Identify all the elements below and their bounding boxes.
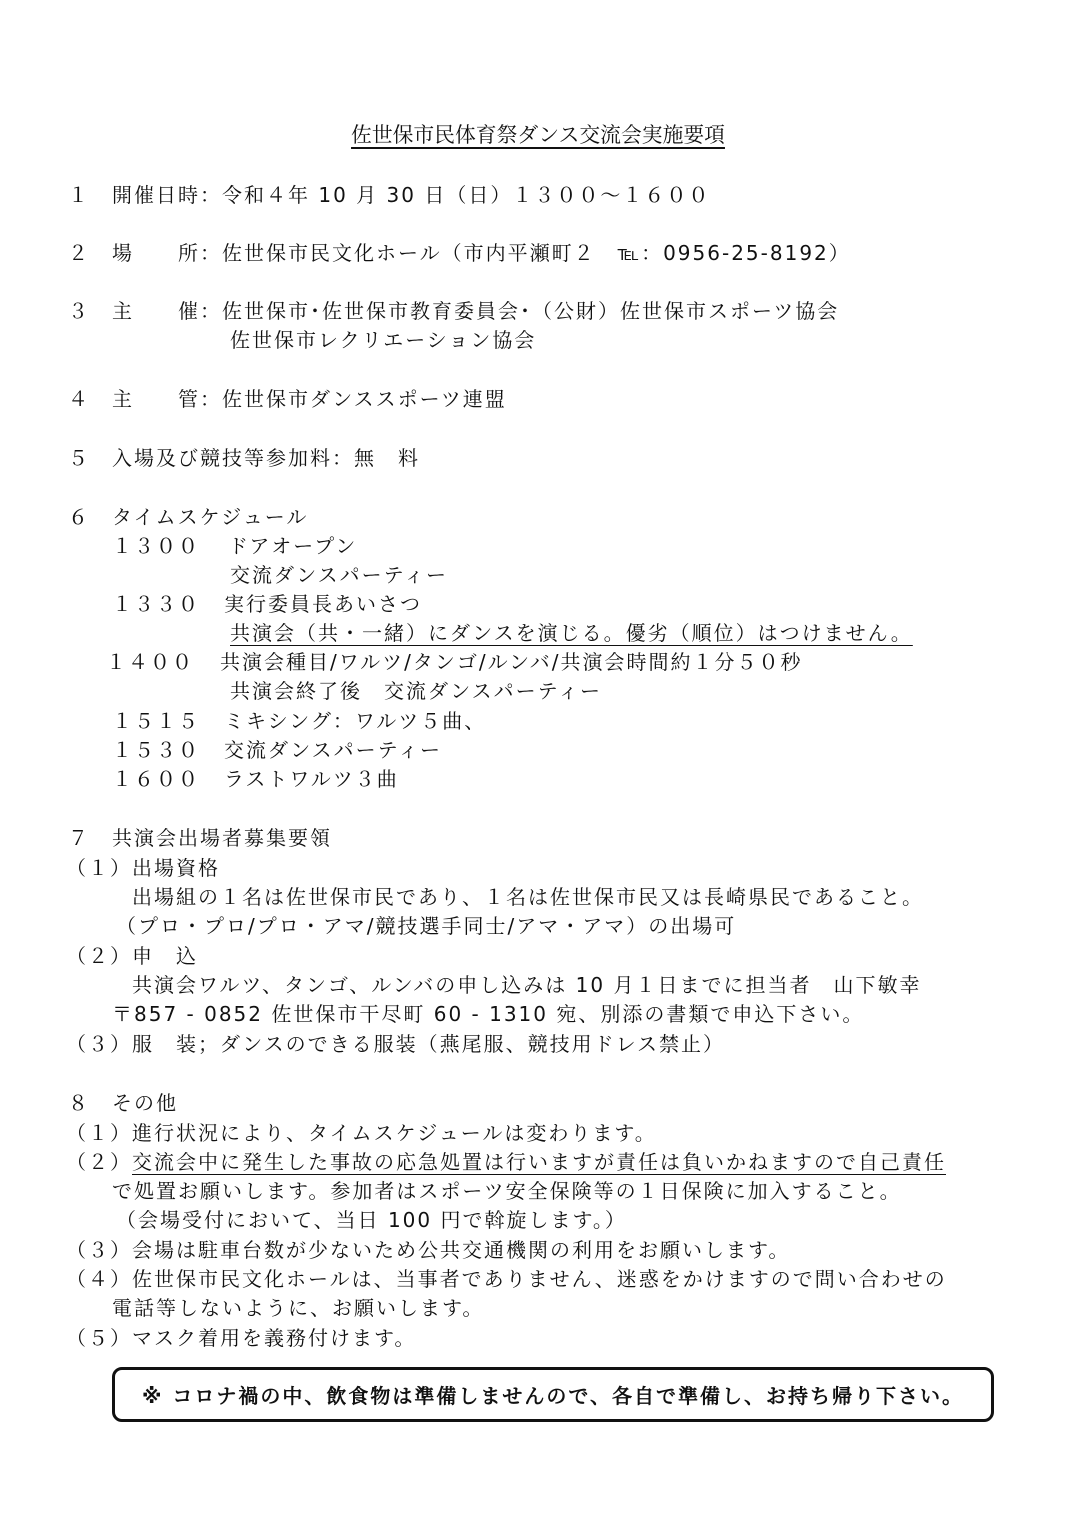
schedule-time: １３３０ xyxy=(112,592,200,616)
schedule-item: ミキシング：ワルツ５曲、 xyxy=(224,709,487,733)
recruit-heading: 共演会出場者募集要領 xyxy=(112,826,332,850)
other-item: （４）佐世保市民文化ホールは、当事者でありません、迷惑をかけますので問い合わせの xyxy=(66,1267,947,1291)
other-item: （３）会場は駐車台数が少ないため公共交通機関の利用をお願いします。 xyxy=(66,1238,791,1262)
other-text: 電話等しないように、お願いします。 xyxy=(112,1296,485,1320)
schedule-item: 実行委員長あいさつ xyxy=(224,592,422,616)
organizers: 主 催：佐世保市･佐世保市教育委員会･（公財）佐世保市スポーツ協会 xyxy=(112,299,840,323)
recruit-item: （１）出場資格 xyxy=(66,856,220,880)
schedule-heading: タイムスケジュール xyxy=(112,505,309,529)
schedule-time: １３００ xyxy=(112,534,200,558)
recruit-text: 出場組の１名は佐世保市民であり、１名は佐世保市民又は長崎県民であること。 xyxy=(132,885,924,909)
other-item: （１）進行状況により、タイムスケジュールは変わります。 xyxy=(66,1121,657,1145)
schedule-time: １４００ xyxy=(106,650,194,674)
other-text: で処置お願いします。参加者はスポーツ安全保険等の１日保険に加入すること。 xyxy=(112,1179,902,1203)
covid-notice-text: ※ コロナ禍の中、飲食物は準備しませんので、各自で準備し、お持ち帰り下さい。 xyxy=(141,1384,964,1408)
section-number: ７ xyxy=(68,826,90,850)
management: 主 管：佐世保市ダンススポーツ連盟 xyxy=(112,387,507,411)
schedule-time: １６００ xyxy=(112,767,200,791)
section-number: ６ xyxy=(68,505,90,529)
recruit-item: （２）申 込 xyxy=(66,944,198,968)
other-text: （会場受付において、当日 100 円で斡旋します。） xyxy=(116,1208,627,1232)
schedule-item: ドアオープン xyxy=(228,534,358,558)
schedule-time: １５１５ xyxy=(112,709,200,733)
other-item-underlined: 交流会中に発生した事故の応急処置は行いますが責任は負いかねますので自己責任 xyxy=(132,1150,946,1174)
section-number: ２ xyxy=(68,241,90,265)
recruit-text: 〒857 - 0852 佐世保市干尽町 60 - 1310 宛、別添の書類で申込下さい。 xyxy=(112,1002,865,1026)
schedule-item: 交流ダンスパーティー xyxy=(224,738,442,762)
organizers-continued: 佐世保市レクリエーション協会 xyxy=(230,328,537,352)
recruit-text: 共演会ワルツ、タンゴ、ルンバの申し込みは 10 月１日までに担当者 山下敏幸 xyxy=(132,973,922,997)
schedule-item: 共演会終了後 交流ダンスパーティー xyxy=(230,679,602,703)
other-item-prefix: （２） xyxy=(66,1150,132,1174)
section-number: １ xyxy=(68,183,90,207)
recruit-text: （プロ・プロ/プロ・アマ/競技選手同士/アマ・アマ）の出場可 xyxy=(116,914,737,938)
section-number: ８ xyxy=(68,1091,90,1115)
schedule-note-underlined: 共演会（共・一緒）にダンスを演じる。優劣（順位）はつけません。 xyxy=(230,621,913,645)
event-date: 開催日時：令和４年 10 月 30 日（日）１３００～１６００ xyxy=(112,183,711,207)
page-title: 佐世保市民体育祭ダンス交流会実施要項 xyxy=(351,123,725,147)
schedule-item: 交流ダンスパーティー xyxy=(230,563,448,587)
covid-notice-box xyxy=(112,1367,994,1422)
other-item: （５）マスク着用を義務付けます。 xyxy=(66,1326,417,1350)
schedule-item: ラストワルツ３曲 xyxy=(224,767,399,791)
recruit-item: （３）服 装；ダンスのできる服装（燕尾服、競技用ドレス禁止） xyxy=(66,1032,725,1056)
section-number: ４ xyxy=(68,387,90,411)
other-heading: その他 xyxy=(112,1091,178,1115)
entry-fee: 入場及び競技等参加料：無 料 xyxy=(112,446,420,470)
section-number: ５ xyxy=(68,446,90,470)
section-number: ３ xyxy=(68,299,90,323)
venue: 場 所：佐世保市民文化ホール（市内平瀬町２ ℡：0956-25-8192） xyxy=(112,241,851,265)
schedule-time: １５３０ xyxy=(112,738,200,762)
other-item xyxy=(66,1149,946,1175)
schedule-item: 共演会種目/ワルツ/タンゴ/ルンバ/共演会時間約１分５０秒 xyxy=(220,650,803,674)
